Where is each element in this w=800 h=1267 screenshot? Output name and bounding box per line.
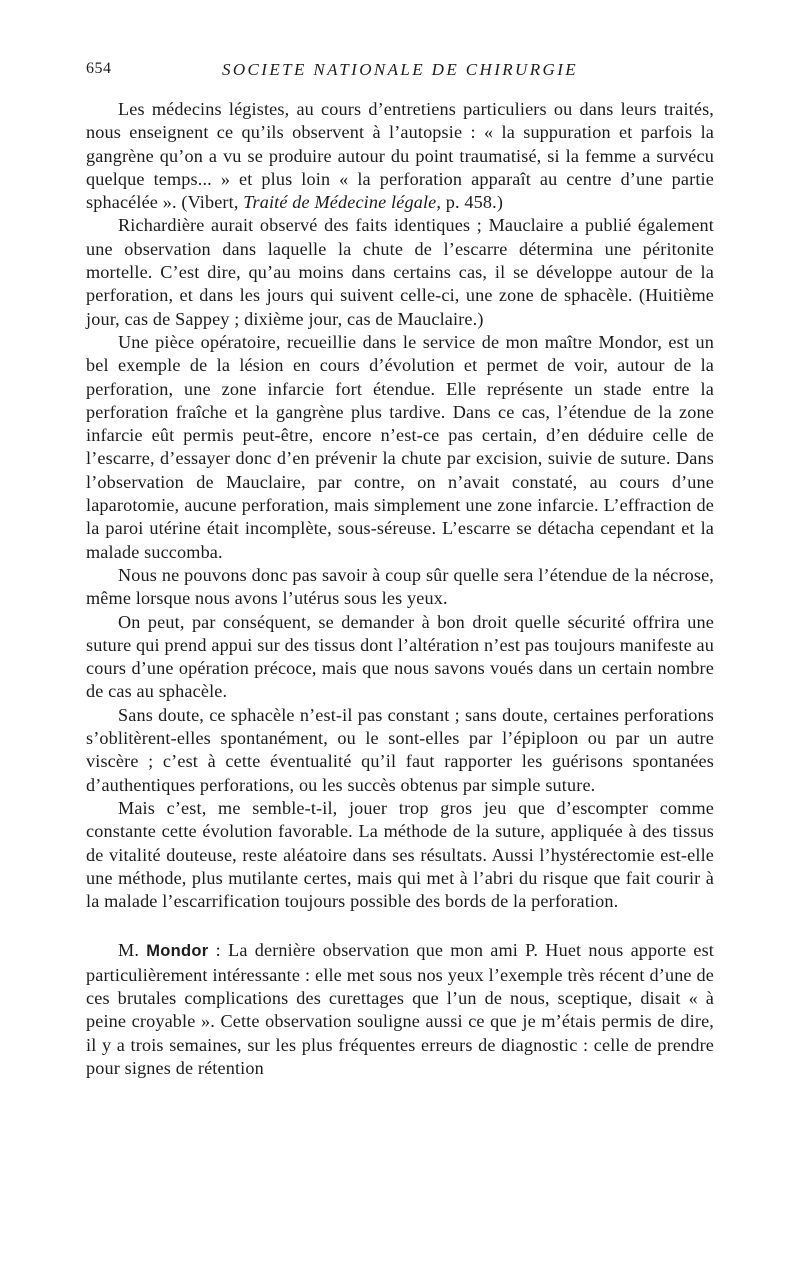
section-gap <box>86 913 714 939</box>
page-number: 654 <box>86 60 112 77</box>
paragraph-3: Une pièce opératoire, recueillie dans le service de mon maître Mondor, est un bel exemple de la lésion en cours d’évolution et permet de voir, autour de la perforation, une zone infarcie fort étendue. Elle représente un stade entre la perforation fraîche et la gangrène plus tardive. Dans ce cas, l’étendue de la zone infarcie eût permis peut-être, encore n’est-ce pas certain, d’en déduire celle de l’escarre, d’essayer donc d’en prévenir la chute par excision, suivie de suture. Dans l’observation de Mauclaire, par contre, on n’avait constaté, au cours d’une laparotomie, aucune perforation, mais simplement une zone infarcie. L’effraction de la paroi utérine était incomplète, sous-séreuse. L’escarre se détacha cependant et la malade succomba. <box>86 331 714 562</box>
book-title-citation: Traité de Médecine légale <box>243 192 437 213</box>
speaker-prefix: M. <box>118 940 147 961</box>
paragraph-4: Nous ne pouvons donc pas savoir à coup sûr quelle sera l’étendue de la nécrose, même lorsque nous avons l’utérus sous les yeux. <box>86 564 714 609</box>
intervention-text: : La dernière observation que mon ami P. Huet nous apporte est particulièrement intéressante : elle met sous nos yeux l’exemple très récent d’une de ces brutales complications des curettages que l’un de nous, sceptique, disait « à peine croyable ». Cette observation souligne aussi ce que je m’étais permis de dire, il y a trois semaines, sur les plus fréquentes erreurs de diagnostic : celle de prendre pour signes de rétention <box>86 940 715 1078</box>
speaker-name: Mondor <box>146 942 209 961</box>
intervention-paragraph <box>86 939 714 1080</box>
paragraph-5: On peut, par conséquent, se demander à bon droit quelle sécurité offrira une suture qui prend appui sur des tissus dont l’altération n’est pas toujours manifeste au cours d’une opération précoce, mais que nous savons voués dans un certain nombre de cas au sphacèle. <box>86 611 714 702</box>
paragraph-2: Richardière aurait observé des faits identiques ; Mauclaire a publié également une observation dans laquelle la chute de l’escarre détermina une péritonite mortelle. C’est dire, qu’au moins dans certains cas, il se développe autour de la perforation, et dans les jours qui suivent celle-ci, une zone de sphacèle. (Huitième jour, cas de Sappey ; dixième jour, cas de Mauclaire.) <box>86 215 714 329</box>
document-page <box>86 58 714 1080</box>
paragraph-7: Mais c’est, me semble-t-il, jouer trop gros jeu que d’escompter comme constante cette évolution favorable. La méthode de la suture, appliquée à des tissus de vitalité douteuse, reste aléatoire dans ses résultats. Aussi l’hystérectomie est-elle une méthode, plus mutilante certes, mais qui met à l’abri du risque que fait courir à la malade l’escarrification toujours possible des bords de la perforation. <box>86 797 714 912</box>
citation-page: , p. 458.) <box>436 192 504 213</box>
journal-title: SOCIETE NATIONALE DE CHIRURGIE <box>221 60 579 79</box>
running-header <box>86 58 714 84</box>
paragraph-1-text: Les médecins légistes, au cours d’entretiens particuliers ou dans leurs traités, nous enseignent ce qu’ils observent à l’autopsie : « la suppuration et parfois la gangrène qu’on a vu se produire autour du point traumatisé, si la femme a survécu quelque temps... » et plus loin « la perforation apparaît au centre d’une partie sphacélée ». (Vibert, <box>86 99 714 213</box>
article-body <box>86 98 714 1080</box>
paragraph-1 <box>86 98 714 214</box>
paragraph-6: Sans doute, ce sphacèle n’est-il pas constant ; sans doute, certaines perforations s’oblitèrent-elles spontanément, ou le sont-elles par l’épiploon ou par un autre viscère ; c’est à cette éventualité qu’il faut rapporter les guérisons spontanées d’authentiques perforations, ou les succès obtenus par simple suture. <box>86 704 714 795</box>
